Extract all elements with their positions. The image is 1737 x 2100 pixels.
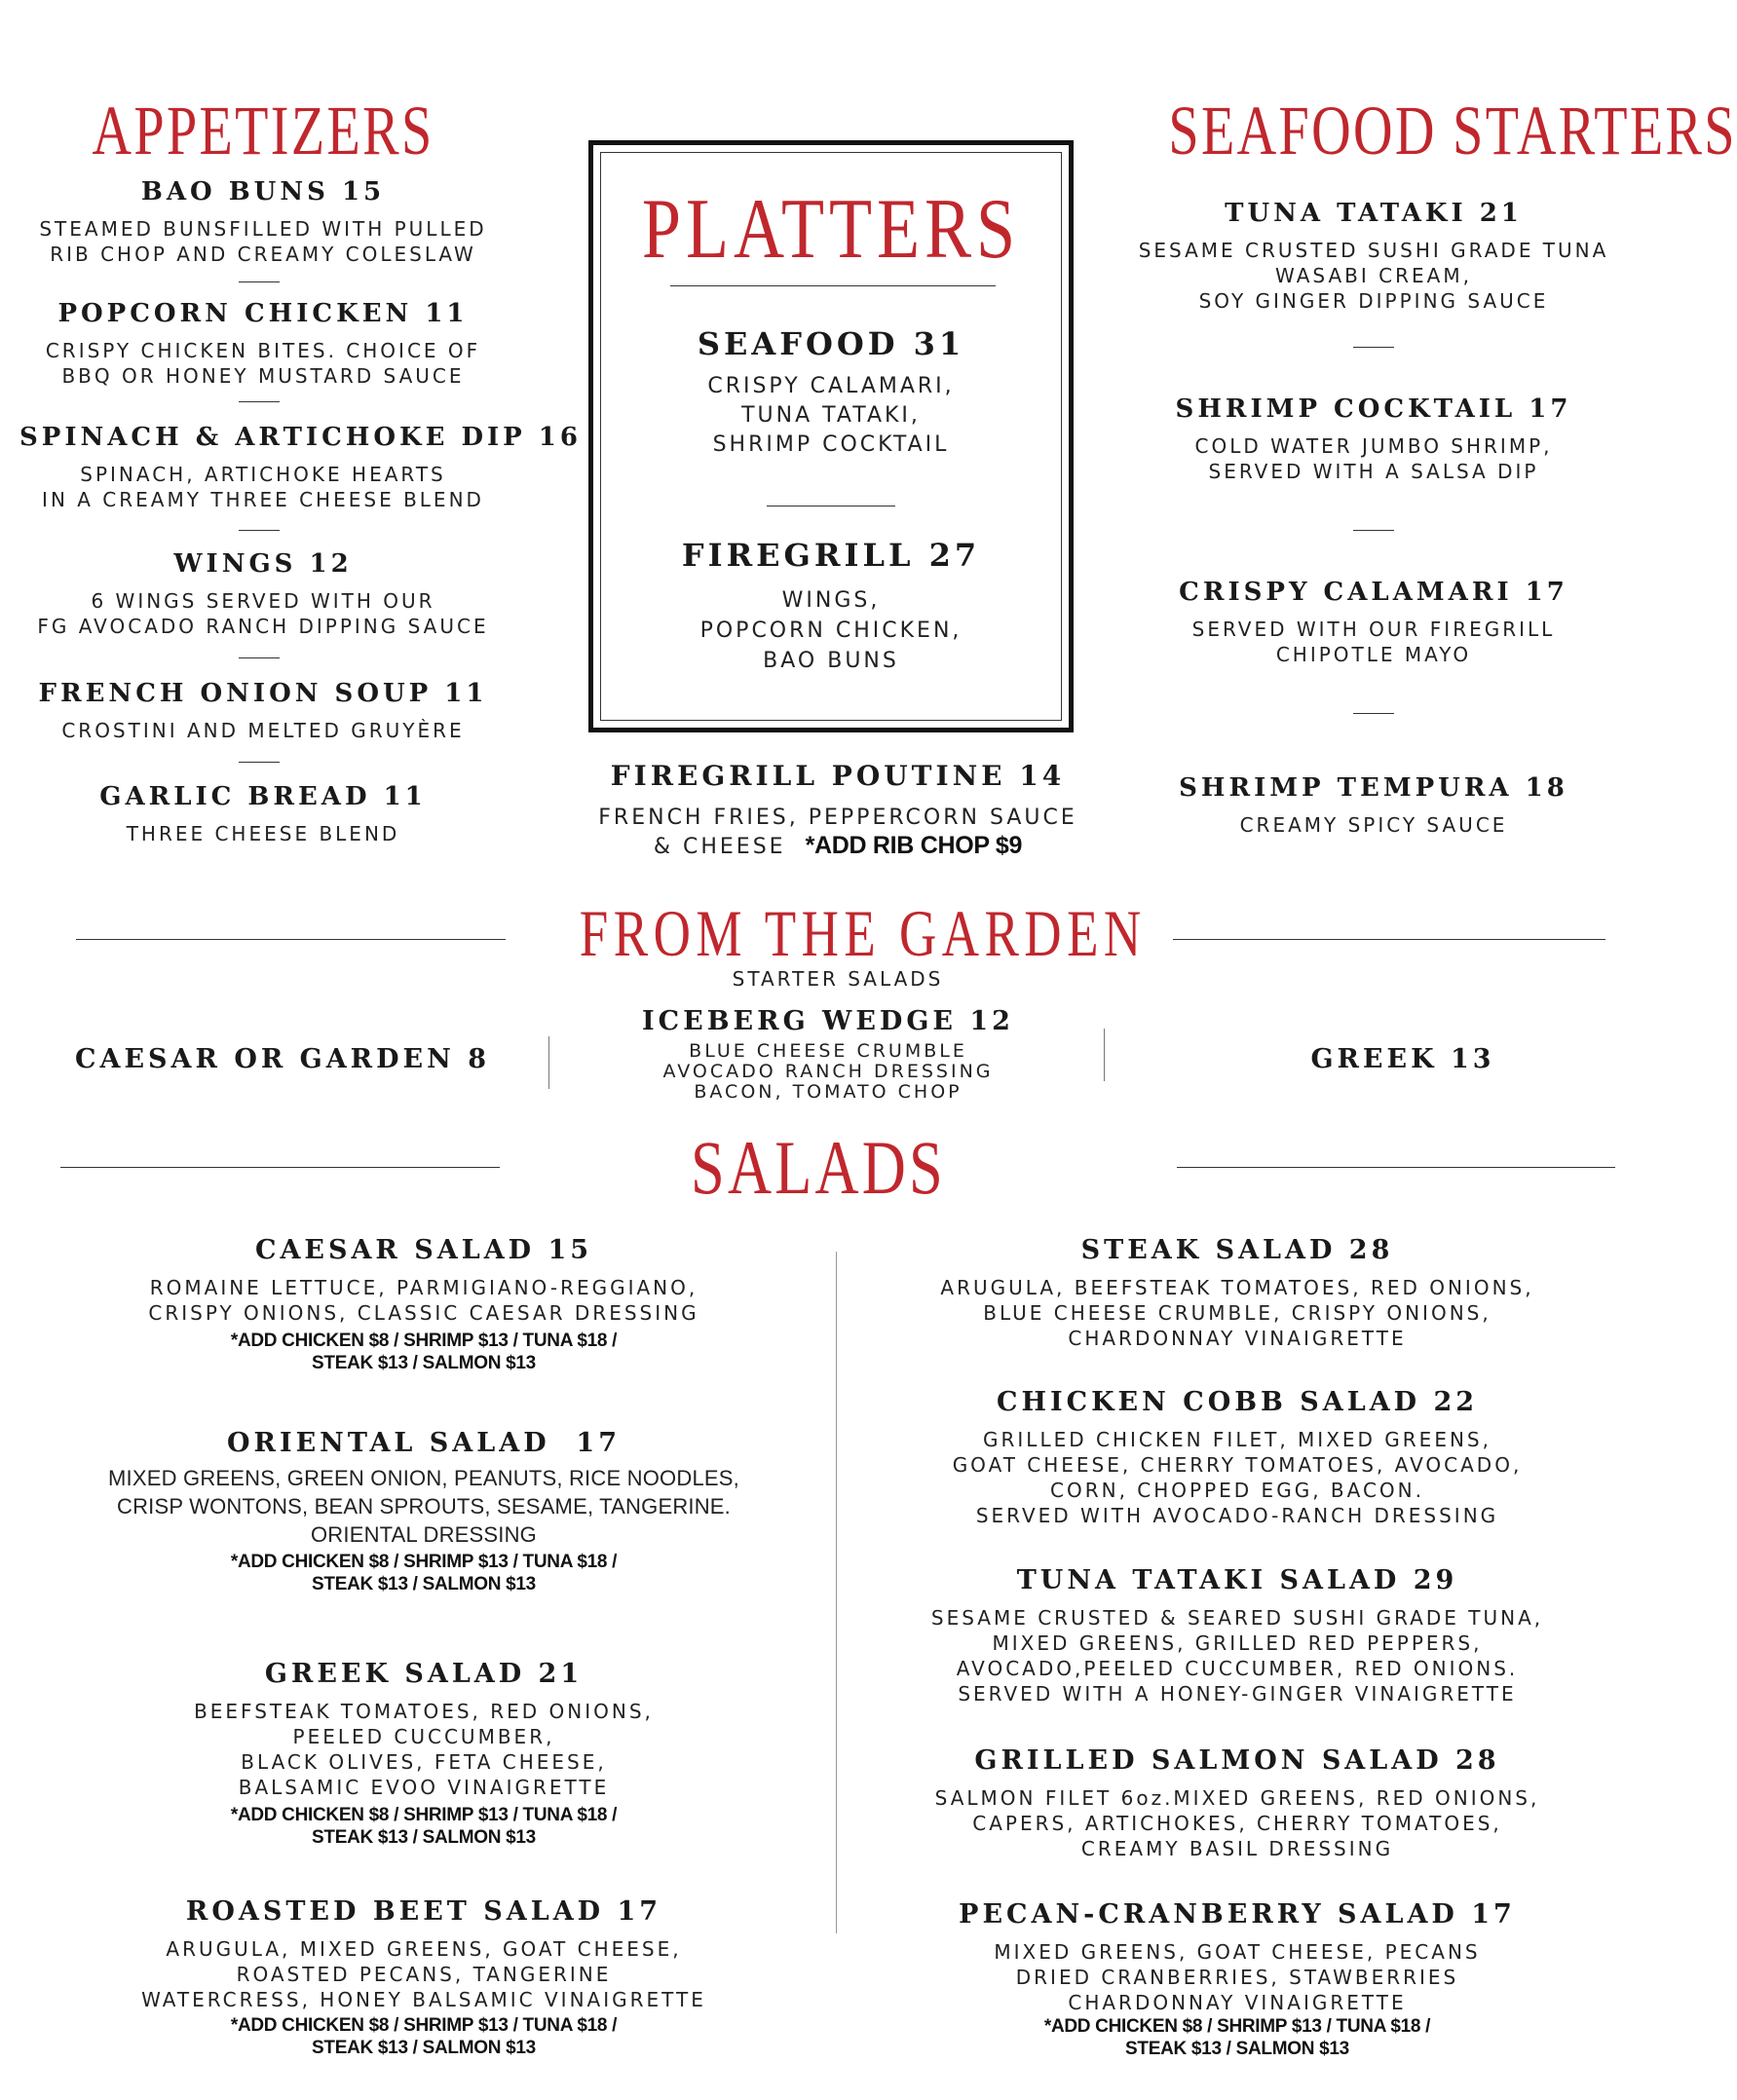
- appetizer-item: [19, 782, 507, 846]
- seafood-name: SHRIMP COCKTAIL 17: [1175, 394, 1572, 424]
- seafood-starters-section: [1111, 92, 1737, 169]
- garden-right: [1159, 1044, 1646, 1074]
- seafood-item: [1130, 578, 1617, 667]
- garden-subtitle: STARTER SALADS: [732, 967, 944, 991]
- salad-item: [88, 1428, 760, 1595]
- salad-item: [906, 1235, 1568, 1351]
- salad-desc: ARUGULA, MIXED GREENS, GOAT CHEESE, ROASTED PECANS, TANGERINE WATERCRESS, HONEY BALSAMIC VINAIGRETTE: [141, 1937, 706, 2011]
- salad-item: [906, 1387, 1568, 1528]
- divider: [548, 1036, 549, 1089]
- appetizer-name: SPINACH & ARTICHOKE DIP 16: [19, 423, 582, 452]
- seafood-desc: SERVED WITH OUR FIREGRILL CHIPOTLE MAYO: [1191, 618, 1556, 666]
- seafood-starters-title: SEAFOOD STARTERS: [1168, 92, 1737, 169]
- appetizers-section: [39, 92, 487, 169]
- salad-name: STEAK SALAD 28: [1080, 1235, 1394, 1265]
- salad-name: PECAN-CRANBERRY SALAD 17: [959, 1899, 1516, 1930]
- appetizer-desc: CRISPY CHICKEN BITES. CHOICE OF BBQ OR HONEY MUSTARD SAUCE: [45, 339, 481, 388]
- salad-name: CHICKEN COBB SALAD 22: [996, 1387, 1479, 1417]
- seafood-name: CRISPY CALAMARI 17: [1179, 578, 1568, 607]
- seafood-desc: COLD WATER JUMBO SHRIMP, SERVED WITH A SALSA DIP: [1194, 434, 1553, 483]
- salad-addon: *ADD CHICKEN $8 / SHRIMP $13 / TUNA $18 / STEAK $13 / SALMON $13: [230, 1552, 618, 1594]
- seafood-item: [1130, 199, 1617, 314]
- platters-heading: [600, 182, 1062, 277]
- salad-item: [906, 1899, 1568, 2060]
- platter-item: [600, 325, 1062, 460]
- salads-heading: [575, 1125, 1062, 1210]
- divider: [1104, 1029, 1105, 1081]
- divider: [239, 401, 280, 402]
- divider: [239, 657, 280, 658]
- salad-item: [906, 1745, 1568, 1861]
- divider: [239, 530, 280, 531]
- poutine-addon: *ADD RIB CHOP $9: [805, 832, 1023, 859]
- salad-name: CAESAR SALAD 15: [254, 1235, 593, 1265]
- salad-addon: *ADD CHICKEN $8 / SHRIMP $13 / TUNA $18 / STEAK $13 / SALMON $13: [230, 1805, 618, 1848]
- salad-name: GRILLED SALMON SALAD 28: [974, 1745, 1500, 1776]
- appetizer-desc: SPINACH, ARTICHOKE HEARTS IN A CREAMY THREE CHEESE BLEND: [42, 463, 484, 511]
- appetizer-item: [19, 299, 507, 389]
- appetizer-name: GARLIC BREAD 11: [99, 782, 427, 811]
- appetizers-title: APPETIZERS: [92, 92, 434, 169]
- salad-name: TUNA TATAKI SALAD 29: [1016, 1565, 1458, 1595]
- appetizer-desc: CROSTINI AND MELTED GRUYÈRE: [61, 719, 465, 742]
- salad-desc: MIXED GREENS, GOAT CHEESE, PECANS DRIED CRANBERRIES, STAWBERRIES CHARDONNAY VINAIGRETTE: [994, 1940, 1481, 2014]
- divider: [239, 762, 280, 763]
- garden-heading: [507, 896, 1169, 992]
- appetizer-desc: STEAMED BUNSFILLED WITH PULLED RIB CHOP AND CREAMY COLESLAW: [39, 217, 487, 266]
- appetizer-item: [19, 679, 507, 743]
- poutine-name: FIREGRILL POUTINE 14: [610, 760, 1066, 792]
- divider: [670, 285, 996, 286]
- platter-name: SEAFOOD 31: [697, 325, 965, 362]
- salad-item: [97, 1235, 750, 1374]
- salad-item: [906, 1565, 1568, 1706]
- salad-desc: BEEFSTEAK TOMATOES, RED ONIONS, PEELED CUCCUMBER, BLACK OLIVES, FETA CHEESE, BALSAMIC EVOO VINAIGRETTE: [194, 1700, 654, 1799]
- poutine-desc-cheese: & CHEESE: [653, 835, 786, 859]
- seafood-name: TUNA TATAKI 21: [1225, 199, 1523, 228]
- platter-item: [600, 537, 1062, 676]
- garden-title: FROM THE GARDEN: [579, 896, 1147, 970]
- divider: [1353, 347, 1394, 348]
- garden-left-name: CAESAR OR GARDEN 8: [75, 1044, 490, 1074]
- appetizer-name: WINGS 12: [173, 549, 353, 579]
- appetizer-item: [19, 177, 507, 267]
- divider: [1177, 1167, 1615, 1168]
- salad-desc: SALMON FILET 6oz.MIXED GREENS, RED ONIONS, CAPERS, ARTICHOKES, CHERRY TOMATOES, CREAMY BASIL DRESSING: [934, 1786, 1540, 1860]
- divider: [1353, 713, 1394, 714]
- seafood-desc: SESAME CRUSTED SUSHI GRADE TUNA WASABI CREAM, SOY GINGER DIPPING SAUCE: [1138, 239, 1609, 313]
- salad-item: [88, 1896, 760, 2059]
- appetizer-name: FRENCH ONION SOUP 11: [38, 679, 488, 708]
- platter-desc: WINGS, POPCORN CHICKEN, BAO BUNS: [699, 588, 963, 673]
- salad-name: ORIENTAL SALAD 17: [227, 1428, 621, 1458]
- garden-middle-desc: BLUE CHEESE CRUMBLE AVOCADO RANCH DRESSING BACON, TOMATO CHOP: [662, 1040, 994, 1103]
- seafood-item: [1130, 394, 1617, 484]
- garden-middle-name: ICEBERG WEDGE 12: [642, 1006, 1014, 1036]
- platter-desc: CRISPY CALAMARI, TUNA TATAKI, SHRIMP COCKTAIL: [707, 374, 955, 457]
- divider: [76, 939, 506, 940]
- salad-item: [97, 1659, 750, 1849]
- salad-desc: ROMAINE LETTUCE, PARMIGIANO-REGGIANO, CRISPY ONIONS, CLASSIC CAESAR DRESSING: [148, 1276, 699, 1325]
- column-divider: [836, 1252, 837, 1933]
- platter-name: FIREGRILL 27: [681, 537, 981, 574]
- poutine-desc-line2: [555, 832, 1120, 860]
- salad-addon: *ADD CHICKEN $8 / SHRIMP $13 / TUNA $18 / STEAK $13 / SALMON $13: [230, 1331, 618, 1373]
- appetizer-name: BAO BUNS 15: [140, 177, 386, 206]
- divider: [1173, 939, 1605, 940]
- salad-addon: *ADD CHICKEN $8 / SHRIMP $13 / TUNA $18 / STEAK $13 / SALMON $13: [1043, 2016, 1431, 2059]
- salad-name: GREEK SALAD 21: [264, 1659, 584, 1689]
- garden-right-name: GREEK 13: [1310, 1044, 1495, 1074]
- appetizer-desc: 6 WINGS SERVED WITH OUR FG AVOCADO RANCH DIPPING SAUCE: [37, 589, 489, 638]
- seafood-name: SHRIMP TEMPURA 18: [1179, 773, 1568, 803]
- poutine-desc-line1: FRENCH FRIES, PEPPERCORN SAUCE: [598, 806, 1077, 830]
- divider: [239, 281, 280, 282]
- salad-desc: MIXED GREENS, GREEN ONION, PEANUTS, RICE NOODLES, CRISP WONTONS, BEAN SPROUTS, SESAME, TANGERINE. ORIENTAL DRESSING: [108, 1466, 739, 1547]
- poutine-item: [555, 760, 1120, 860]
- garden-left: [39, 1044, 526, 1074]
- salad-name: ROASTED BEET SALAD 17: [185, 1896, 662, 1927]
- appetizer-desc: THREE CHEESE BLEND: [126, 822, 400, 845]
- platters-title: PLATTERS: [641, 182, 1021, 277]
- salad-desc: GRILLED CHICKEN FILET, MIXED GREENS, GOAT CHEESE, CHERRY TOMATOES, AVOCADO, CORN, CHOPPED EGG, BACON. SERVED WITH AVOCADO-RANCH DRESSING: [952, 1428, 1523, 1527]
- salads-title: SALADS: [691, 1125, 946, 1210]
- salad-desc: ARUGULA, BEEFSTEAK TOMATOES, RED ONIONS, BLUE CHEESE CRUMBLE, CRISPY ONIONS, CHARDONNAY VINAIGRETTE: [940, 1276, 1534, 1350]
- divider: [1353, 530, 1394, 531]
- salad-addon: *ADD CHICKEN $8 / SHRIMP $13 / TUNA $18 / STEAK $13 / SALMON $13: [230, 2015, 618, 2058]
- seafood-desc: CREAMY SPICY SAUCE: [1239, 813, 1508, 837]
- salad-desc: SESAME CRUSTED & SEARED SUSHI GRADE TUNA, MIXED GREENS, GRILLED RED PEPPERS, AVOCADO,PEELED CUCCUMBER, RED ONIONS. SERVED WITH A HONEY-GINGER VINAIGRETTE: [930, 1606, 1544, 1706]
- garden-middle: [565, 1006, 1091, 1103]
- appetizer-item: [19, 549, 507, 639]
- divider: [60, 1167, 500, 1168]
- appetizer-name: POPCORN CHICKEN 11: [57, 299, 469, 328]
- seafood-item: [1130, 773, 1617, 838]
- appetizer-item: [19, 423, 582, 512]
